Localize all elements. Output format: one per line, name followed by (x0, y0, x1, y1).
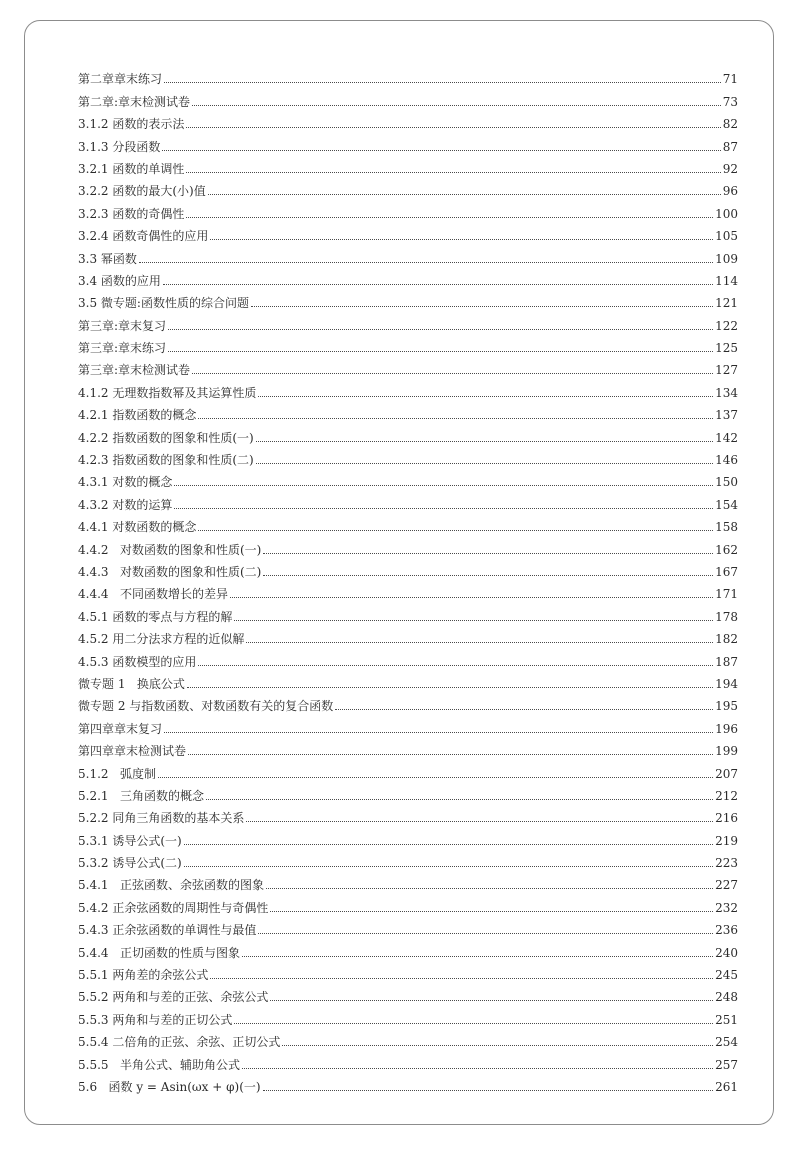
toc-entry (78, 198, 738, 220)
toc-entry-title: 5.6 函数 y = Asin(ωx + φ)(一) (78, 1079, 261, 1094)
toc-entry (78, 557, 738, 579)
toc-entry-page-number: 150 (715, 475, 738, 490)
toc-entry-title: 5.5.5 半角公式、辅助角公式 (78, 1057, 240, 1072)
toc-entry (78, 422, 738, 444)
toc-dot-leader (164, 82, 721, 83)
toc-entry (78, 176, 738, 198)
toc-dot-leader (263, 553, 713, 554)
toc-entry-title: 第四章章末复习 (78, 721, 163, 736)
toc-dot-leader (242, 1068, 713, 1069)
toc-dot-leader (246, 821, 713, 822)
toc-entry-page-number: 251 (715, 1012, 738, 1027)
toc-entry-page-number: 162 (715, 542, 738, 557)
toc-entry-page-number: 127 (715, 363, 738, 378)
toc-dot-leader (186, 127, 720, 128)
toc-entry (78, 691, 738, 713)
toc-entry-title: 5.5.1 两角差的余弦公式 (78, 968, 209, 983)
toc-entry (78, 1027, 738, 1049)
toc-entry-page-number: 182 (715, 632, 738, 647)
toc-entry-title: 第二章章末练习 (78, 72, 163, 87)
toc-entry-title: 3.2.2 函数的最大(小)值 (78, 184, 206, 199)
toc-entry (78, 825, 738, 847)
toc-dot-leader (256, 441, 713, 442)
toc-entry (78, 892, 738, 914)
toc-dot-leader (168, 329, 713, 330)
toc-entry-page-number: 207 (715, 766, 738, 781)
toc-entry-page-number: 171 (715, 587, 738, 602)
toc-entry-page-number: 100 (715, 206, 738, 221)
toc-dot-leader (184, 866, 713, 867)
toc-entry-title: 第三章:章末检测试卷 (78, 363, 191, 378)
toc-entry (78, 445, 738, 467)
toc-entry (78, 355, 738, 377)
toc-entry (78, 646, 738, 668)
toc-dot-leader (242, 956, 713, 957)
toc-dot-leader (192, 373, 713, 374)
table-of-contents (78, 64, 738, 1094)
toc-entry-title: 5.4.4 正切函数的性质与图象 (78, 945, 240, 960)
toc-entry (78, 489, 738, 511)
toc-entry-page-number: 142 (715, 430, 738, 445)
toc-entry-title: 5.5.3 两角和与差的正切公式 (78, 1012, 233, 1027)
toc-entry-title: 3.2.4 函数奇偶性的应用 (78, 229, 209, 244)
toc-entry (78, 624, 738, 646)
toc-entry (78, 736, 738, 758)
toc-entry-title: 3.2.1 函数的单调性 (78, 161, 185, 176)
toc-entry (78, 960, 738, 982)
toc-entry (78, 221, 738, 243)
toc-entry (78, 377, 738, 399)
toc-dot-leader (158, 777, 713, 778)
toc-entry-page-number: 121 (715, 296, 738, 311)
toc-entry-page-number: 212 (715, 788, 738, 803)
toc-dot-leader (168, 351, 713, 352)
toc-dot-leader (192, 105, 721, 106)
toc-dot-leader (186, 217, 713, 218)
toc-entry-page-number: 167 (715, 564, 738, 579)
toc-entry (78, 1004, 738, 1026)
toc-entry (78, 310, 738, 332)
toc-entry-title: 第三章:章末练习 (78, 341, 167, 356)
toc-entry-page-number: 154 (715, 497, 738, 512)
toc-entry-title: 4.4.3 对数函数的图象和性质(二) (78, 564, 262, 579)
toc-dot-leader (263, 1090, 714, 1091)
toc-dot-leader (188, 754, 713, 755)
toc-entry-title: 4.2.1 指数函数的概念 (78, 408, 197, 423)
toc-entry-page-number: 254 (715, 1035, 738, 1050)
toc-dot-leader (164, 732, 713, 733)
toc-dot-leader (263, 575, 713, 576)
toc-entry-page-number: 240 (715, 945, 738, 960)
toc-entry-page-number: 227 (715, 878, 738, 893)
toc-entry (78, 131, 738, 153)
toc-dot-leader (198, 530, 713, 531)
toc-entry-page-number: 236 (715, 923, 738, 938)
toc-dot-leader (139, 262, 713, 263)
toc-entry (78, 915, 738, 937)
toc-entry-title: 4.4.2 对数函数的图象和性质(一) (78, 542, 262, 557)
toc-entry-title: 4.5.1 函数的零点与方程的解 (78, 609, 233, 624)
toc-dot-leader (198, 665, 713, 666)
toc-dot-leader (256, 463, 713, 464)
toc-entry-title: 3.3 幂函数 (78, 251, 137, 266)
toc-entry-title: 3.2.3 函数的奇偶性 (78, 206, 185, 221)
toc-entry-title: 4.5.2 用二分法求方程的近似解 (78, 632, 245, 647)
toc-entry-page-number: 71 (722, 72, 738, 87)
toc-dot-leader (270, 911, 713, 912)
toc-entry (78, 400, 738, 422)
toc-dot-leader (335, 709, 713, 710)
toc-entry (78, 512, 738, 534)
toc-dot-leader (234, 1023, 713, 1024)
toc-entry (78, 601, 738, 623)
toc-entry-title: 5.1.2 弧度制 (78, 766, 156, 781)
toc-entry-page-number: 146 (715, 453, 738, 468)
toc-entry (78, 154, 738, 176)
toc-entry (78, 467, 738, 489)
toc-entry (78, 64, 738, 86)
toc-entry-page-number: 158 (715, 520, 738, 535)
toc-entry-title: 4.4.1 对数函数的概念 (78, 520, 197, 535)
toc-entry-page-number: 92 (722, 161, 738, 176)
toc-dot-leader (198, 418, 713, 419)
toc-entry-page-number: 199 (715, 744, 738, 759)
toc-entry (78, 669, 738, 691)
toc-entry (78, 870, 738, 892)
toc-entry-page-number: 178 (715, 609, 738, 624)
toc-entry-page-number: 105 (715, 229, 738, 244)
toc-entry-title: 4.5.3 函数模型的应用 (78, 654, 197, 669)
toc-dot-leader (184, 844, 713, 845)
toc-entry-page-number: 73 (722, 94, 738, 109)
toc-entry-page-number: 122 (715, 318, 738, 333)
toc-entry-title: 4.2.3 指数函数的图象和性质(二) (78, 453, 254, 468)
toc-dot-leader (282, 1045, 713, 1046)
toc-entry-title: 5.5.4 二倍角的正弦、余弦、正切公式 (78, 1035, 281, 1050)
toc-dot-leader (210, 239, 713, 240)
toc-dot-leader (162, 150, 720, 151)
toc-entry-title: 5.2.1 三角函数的概念 (78, 788, 204, 803)
toc-entry (78, 982, 738, 1004)
toc-entry-title: 3.1.2 函数的表示法 (78, 117, 185, 132)
toc-dot-leader (206, 799, 713, 800)
toc-dot-leader (174, 485, 713, 486)
toc-entry-page-number: 223 (715, 856, 738, 871)
toc-entry-page-number: 134 (715, 385, 738, 400)
toc-entry (78, 266, 738, 288)
toc-entry-page-number: 261 (715, 1079, 738, 1094)
toc-entry (78, 848, 738, 870)
toc-dot-leader (187, 687, 713, 688)
toc-dot-leader (266, 888, 713, 889)
toc-entry-title: 4.4.4 不同函数增长的差异 (78, 587, 228, 602)
toc-entry-page-number: 195 (715, 699, 738, 714)
toc-entry (78, 243, 738, 265)
toc-entry-title: 4.3.1 对数的概念 (78, 475, 173, 490)
toc-entry-page-number: 96 (722, 184, 738, 199)
toc-entry-title: 3.5 微专题:函数性质的综合问题 (78, 296, 249, 311)
toc-entry-page-number: 232 (715, 900, 738, 915)
toc-entry-title: 第三章:章末复习 (78, 318, 167, 333)
toc-entry-title: 4.1.2 无理数指数幂及其运算性质 (78, 385, 257, 400)
toc-entry-page-number: 82 (722, 117, 738, 132)
toc-entry-title: 3.4 函数的应用 (78, 273, 161, 288)
toc-entry-page-number: 109 (715, 251, 738, 266)
toc-entry-title: 5.2.2 同角三角函数的基本关系 (78, 811, 245, 826)
toc-dot-leader (208, 194, 721, 195)
toc-dot-leader (186, 172, 720, 173)
toc-dot-leader (230, 597, 713, 598)
toc-dot-leader (234, 620, 713, 621)
toc-entry (78, 534, 738, 556)
toc-entry-title: 第四章章末检测试卷 (78, 744, 187, 759)
toc-entry-title: 3.1.3 分段函数 (78, 139, 161, 154)
toc-entry (78, 1072, 738, 1094)
toc-entry-title: 微专题 1 换底公式 (78, 676, 185, 691)
toc-entry (78, 937, 738, 959)
toc-dot-leader (174, 508, 713, 509)
toc-entry (78, 713, 738, 735)
toc-entry-page-number: 125 (715, 341, 738, 356)
toc-entry-title: 5.4.2 正余弦函数的周期性与奇偶性 (78, 900, 269, 915)
toc-entry-page-number: 187 (715, 654, 738, 669)
toc-dot-leader (210, 978, 713, 979)
toc-entry-title: 第二章:章末检测试卷 (78, 94, 191, 109)
toc-entry-page-number: 114 (715, 273, 738, 288)
toc-entry-title: 微专题 2 与指数函数、对数函数有关的复合函数 (78, 699, 334, 714)
toc-entry-page-number: 87 (722, 139, 738, 154)
toc-entry (78, 288, 738, 310)
toc-entry (78, 758, 738, 780)
toc-entry-page-number: 196 (715, 721, 738, 736)
toc-entry (78, 86, 738, 108)
toc-dot-leader (251, 306, 713, 307)
toc-entry-title: 4.2.2 指数函数的图象和性质(一) (78, 430, 254, 445)
toc-dot-leader (270, 1000, 713, 1001)
toc-entry-page-number: 248 (715, 990, 738, 1005)
toc-entry-page-number: 245 (715, 968, 738, 983)
toc-dot-leader (163, 284, 713, 285)
toc-entry-title: 4.3.2 对数的运算 (78, 497, 173, 512)
toc-entry-page-number: 216 (715, 811, 738, 826)
toc-entry (78, 1049, 738, 1071)
toc-entry-title: 5.5.2 两角和与差的正弦、余弦公式 (78, 990, 269, 1005)
toc-entry-title: 5.3.2 诱导公式(二) (78, 856, 182, 871)
toc-entry-page-number: 257 (715, 1057, 738, 1072)
toc-entry-title: 5.3.1 诱导公式(一) (78, 833, 182, 848)
toc-dot-leader (258, 396, 713, 397)
toc-entry (78, 333, 738, 355)
toc-entry (78, 781, 738, 803)
toc-entry-page-number: 194 (715, 676, 738, 691)
toc-entry-title: 5.4.3 正余弦函数的单调性与最值 (78, 923, 257, 938)
toc-entry (78, 109, 738, 131)
toc-entry-page-number: 219 (715, 833, 738, 848)
toc-entry-title: 5.4.1 正弦函数、余弦函数的图象 (78, 878, 264, 893)
toc-dot-leader (246, 642, 713, 643)
toc-entry-page-number: 137 (715, 408, 738, 423)
toc-entry (78, 803, 738, 825)
toc-entry (78, 579, 738, 601)
toc-dot-leader (258, 933, 713, 934)
